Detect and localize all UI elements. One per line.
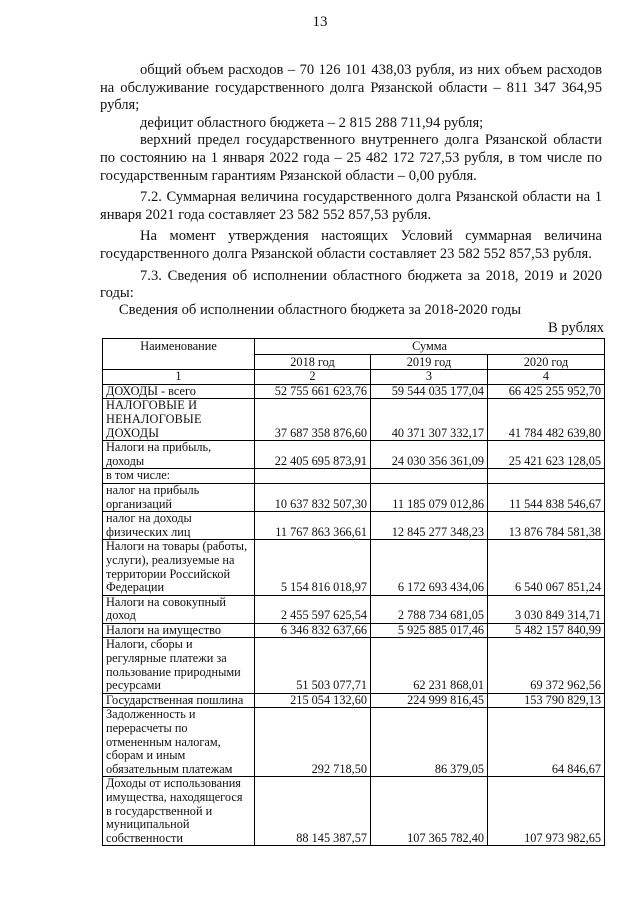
row-name: Доходы от использования имущества, находящегося в государственной и муниципальной собственности	[103, 777, 255, 846]
value-2020: 6 540 067 851,24	[488, 540, 605, 595]
value-2019: 5 925 885 017,46	[371, 623, 488, 638]
table-row	[103, 708, 605, 777]
budget-table	[102, 338, 605, 846]
value-2020: 25 421 623 128,05	[488, 441, 605, 469]
column-index: 1	[103, 370, 255, 385]
value-2020: 64 846,67	[488, 708, 605, 777]
row-name: Налоги на прибыль, доходы	[103, 441, 255, 469]
paragraph-current-debt: На момент утверждения настоящих Условий суммарная величина государственного долга Рязанской области составляет 23 582 552 857,53 рубля.	[100, 228, 602, 262]
table-row	[103, 399, 605, 441]
value-2019: 12 845 277 348,23	[371, 512, 488, 540]
header-year-2018: 2018 год	[255, 354, 371, 370]
row-name: Налоги на совокупный доход	[103, 595, 255, 623]
row-name: Государственная пошлина	[103, 693, 255, 708]
value-2020	[488, 469, 605, 484]
paragraph-deficit: дефицит областного бюджета – 2 815 288 711,94 рубля;	[140, 114, 484, 131]
column-index: 4	[488, 370, 605, 385]
header-name: Наименование	[103, 339, 255, 370]
value-2020: 41 784 482 639,80	[488, 399, 605, 441]
value-2018: 22 405 695 873,91	[255, 441, 371, 469]
value-2019: 11 185 079 012,86	[371, 483, 488, 511]
value-2019: 62 231 868,01	[371, 638, 488, 693]
table-row	[103, 623, 605, 638]
page-number: 13	[312, 14, 328, 30]
value-2018: 11 767 863 366,61	[255, 512, 371, 540]
row-name: ДОХОДЫ - всего	[103, 384, 255, 399]
table-row	[103, 595, 605, 623]
value-2019: 2 788 734 681,05	[371, 595, 488, 623]
value-2018: 37 687 358 876,60	[255, 399, 371, 441]
value-2019: 224 999 816,45	[371, 693, 488, 708]
row-name: в том числе:	[103, 469, 255, 484]
row-name: Налоги на имущество	[103, 623, 255, 638]
value-2018: 51 503 077,71	[255, 638, 371, 693]
column-index: 2	[255, 370, 371, 385]
value-2018: 6 346 832 637,66	[255, 623, 371, 638]
table-row	[103, 469, 605, 484]
value-2019	[371, 469, 488, 484]
value-2020: 5 482 157 840,99	[488, 623, 605, 638]
value-2018: 5 154 816 018,97	[255, 540, 371, 595]
value-2019: 59 544 035 177,04	[371, 384, 488, 399]
value-2020: 69 372 962,56	[488, 638, 605, 693]
value-2019: 107 365 782,40	[371, 777, 488, 846]
value-2018: 52 755 661 623,76	[255, 384, 371, 399]
table-row	[103, 384, 605, 399]
paragraph-7-2: 7.2. Суммарная величина государственного долга Рязанской области на 1 января 2021 года составляет 23 582 552 857,53 рубля.	[100, 189, 602, 223]
table-row	[103, 777, 605, 846]
value-2020: 11 544 838 546,67	[488, 483, 605, 511]
value-2020: 13 876 784 581,38	[488, 512, 605, 540]
value-2020: 66 425 255 952,70	[488, 384, 605, 399]
row-name: налог на доходы физических лиц	[103, 512, 255, 540]
value-2018: 10 637 832 507,30	[255, 483, 371, 511]
value-2019: 86 379,05	[371, 708, 488, 777]
header-sum: Сумма	[255, 339, 605, 355]
table-title: Сведения об исполнении областного бюджета за 2018-2020 годы	[118, 302, 522, 318]
table-row	[103, 638, 605, 693]
table-row	[103, 441, 605, 469]
value-2018: 215 054 132,60	[255, 693, 371, 708]
value-2019: 24 030 356 361,09	[371, 441, 488, 469]
paragraph-total-expenses: общий объем расходов – 70 126 101 438,03 рубля, из них объем расходов на обслуживание государственного долга Рязанской области – 811 347 364,95 рубля;	[100, 62, 602, 114]
header-year-2019: 2019 год	[371, 354, 488, 370]
value-2018	[255, 469, 371, 484]
row-name: НАЛОГОВЫЕ И НЕНАЛОГОВЫЕ ДОХОДЫ	[103, 399, 255, 441]
paragraph-debt-limit: верхний предел государственного внутреннего долга Рязанской области по состоянию на 1 января 2022 года – 25 482 172 727,53 рубля, в том числе по государственным гарантиям Рязанской области – 0,00 рубля.	[100, 132, 602, 184]
currency-unit: В рублях	[548, 320, 604, 336]
table-row	[103, 512, 605, 540]
row-name: Налоги, сборы и регулярные платежи за пользование природными ресурсами	[103, 638, 255, 693]
value-2018: 2 455 597 625,54	[255, 595, 371, 623]
table-row	[103, 693, 605, 708]
paragraph-7-3: 7.3. Сведения об исполнении областного бюджета за 2018, 2019 и 2020 годы:	[100, 267, 602, 302]
table-row	[103, 540, 605, 595]
value-2020: 3 030 849 314,71	[488, 595, 605, 623]
row-name: Задолженность и перерасчеты по отмененным налогам, сборам и иным обязательным платежам	[103, 708, 255, 777]
column-index: 3	[371, 370, 488, 385]
table-row	[103, 483, 605, 511]
value-2018: 88 145 387,57	[255, 777, 371, 846]
value-2018: 292 718,50	[255, 708, 371, 777]
header-year-2020: 2020 год	[488, 354, 605, 370]
value-2020: 153 790 829,13	[488, 693, 605, 708]
row-name: Налоги на товары (работы, услуги), реализуемые на территории Российской Федерации	[103, 540, 255, 595]
value-2020: 107 973 982,65	[488, 777, 605, 846]
row-name: налог на прибыль организаций	[103, 483, 255, 511]
value-2019: 40 371 307 332,17	[371, 399, 488, 441]
value-2019: 6 172 693 434,06	[371, 540, 488, 595]
body-text	[100, 62, 602, 303]
